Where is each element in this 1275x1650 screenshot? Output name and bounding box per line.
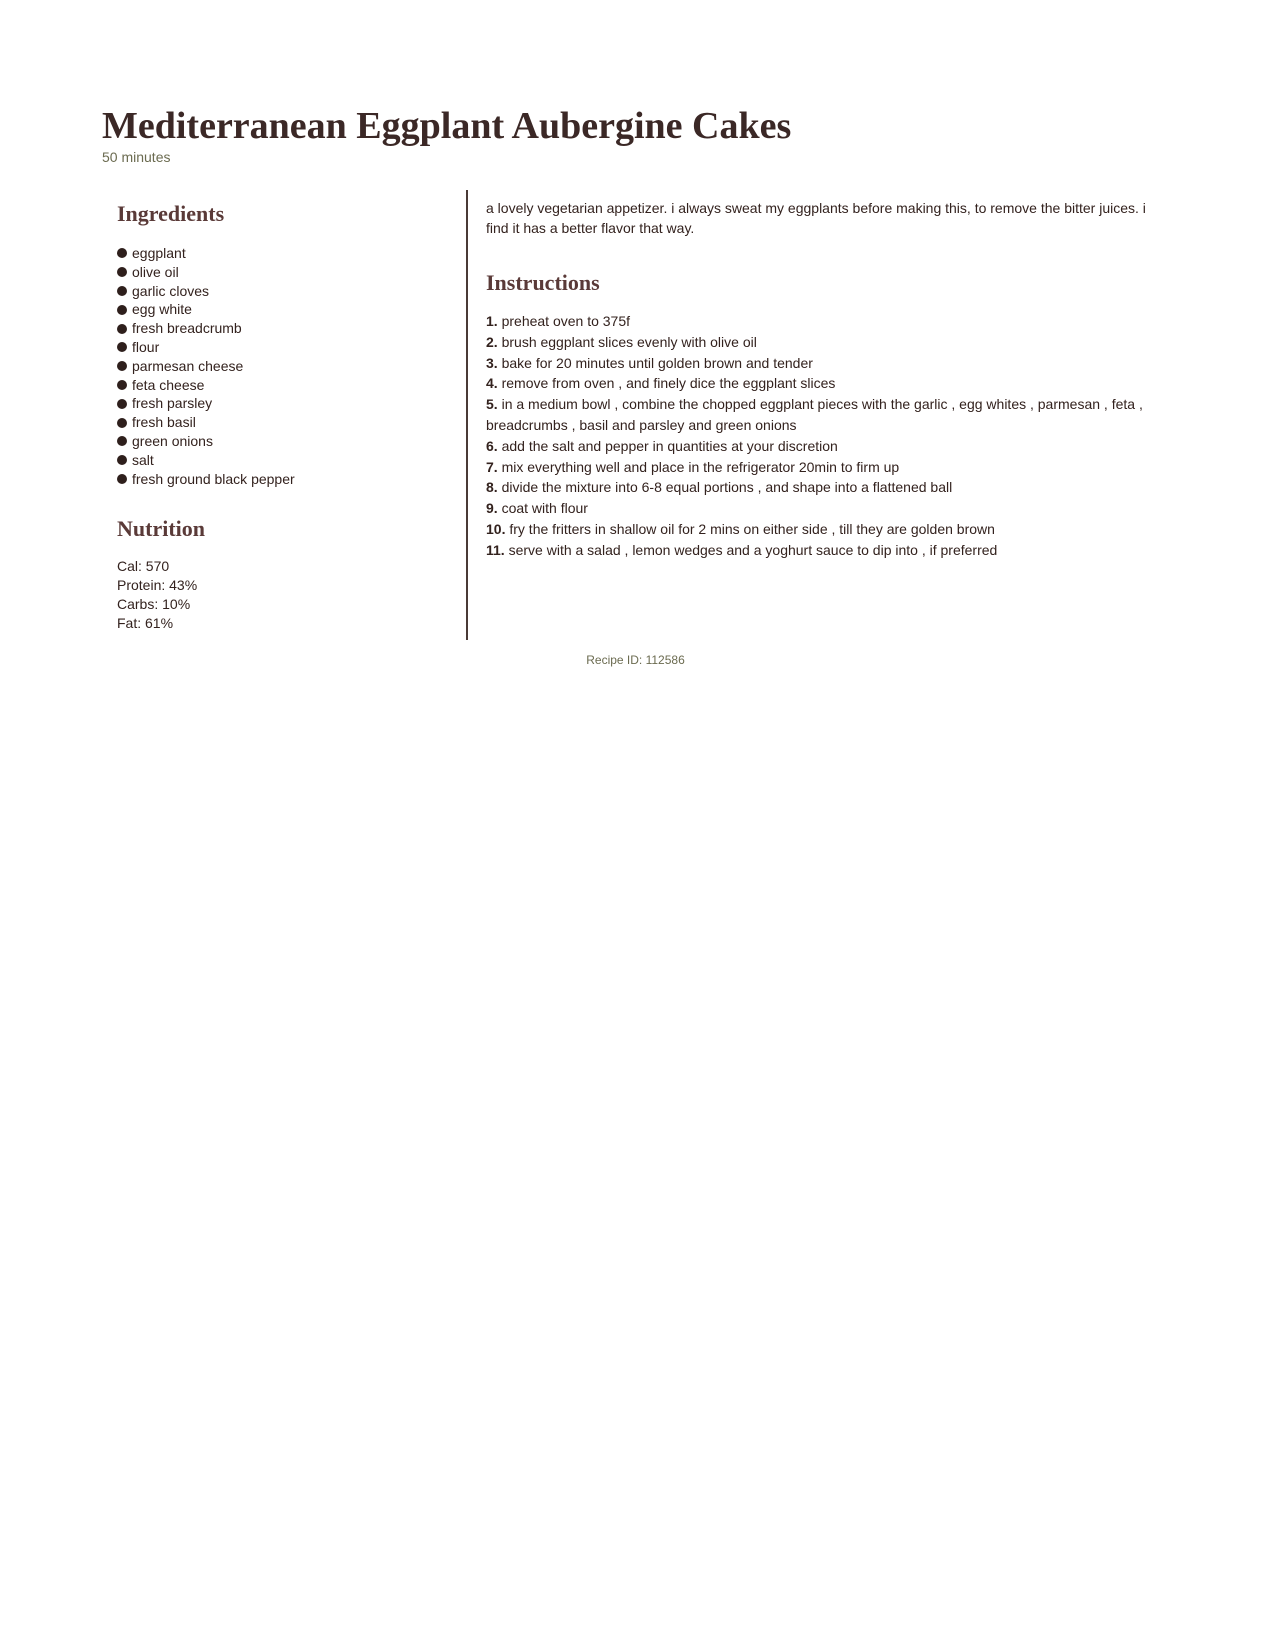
recipe-description: a lovely vegetarian appetizer. i always sweat my eggplants before making this, to remove the bitter juices. i find it has a better flavor that way. [486,200,1146,236]
bullet-icon [117,324,127,334]
step-number: 1. [486,313,498,329]
step-number: 4. [486,375,498,392]
ingredient-item [117,413,447,432]
instruction-step [486,519,1146,540]
bullet-icon [117,399,127,409]
ingredient-label: green onions [132,432,213,449]
instruction-step [486,332,1146,353]
instruction-step [486,498,1146,519]
ingredient-item [117,338,447,357]
step-number: 2. [486,333,498,350]
recipe-footer [0,653,1275,667]
ingredient-item [117,282,447,301]
ingredient-label: parmesan cheese [132,357,244,374]
step-text: mix everything well and place in the refrigerator 20min to firm up [501,458,900,475]
ingredient-item [117,244,447,263]
ingredient-item [117,319,447,338]
bullet-icon [117,455,127,465]
bullet-icon [117,342,127,352]
instruction-list [486,311,1146,561]
ingredient-item [117,376,447,395]
instruction-step [486,477,1146,498]
ingredient-label: fresh ground black pepper [132,470,295,487]
ingredient-label: feta cheese [132,376,205,393]
ingredient-item [117,470,447,489]
ingredient-label: fresh breadcrumb [132,320,242,337]
bullet-icon [117,380,127,390]
nutrition-item: Carbs: 10% [117,596,191,613]
bullet-icon [117,305,127,315]
recipe-page [102,104,1182,640]
step-number: 10. [486,520,506,537]
bullet-icon [117,436,127,446]
step-number: 9. [486,500,498,517]
ingredient-label: fresh basil [132,414,196,431]
ingredients-heading: Ingredients [117,201,225,226]
instruction-step [486,353,1146,374]
step-text: add the salt and pepper in quantities at your discretion [501,437,838,454]
ingredient-label: garlic cloves [132,282,210,299]
step-text: remove from oven , and finely dice the eggplant slices [501,375,836,392]
ingredient-label: olive oil [132,263,179,280]
instruction-step [486,436,1146,457]
step-number: 3. [486,354,498,371]
ingredient-item [117,432,447,451]
ingredient-label: fresh parsley [132,395,213,412]
column-divider [466,190,468,640]
step-text: brush eggplant slices evenly with olive oil [501,333,757,350]
step-text: preheat oven to 375f [501,313,631,329]
left-column [117,190,447,633]
step-number: 5. [486,396,498,413]
instruction-step [486,373,1146,394]
ingredient-label: flour [132,338,160,355]
bullet-icon [117,248,127,258]
step-text: coat with flour [501,500,588,517]
ingredient-item [117,451,447,470]
ingredient-item [117,300,447,319]
bullet-icon [117,361,127,371]
ingredient-item [117,357,447,376]
ingredient-list [117,244,447,488]
recipe-id: Recipe ID: 112586 [586,653,685,667]
instruction-step [486,540,1146,561]
step-text: serve with a salad , lemon wedges and a yoghurt sauce to dip into , if preferred [508,541,998,558]
step-text: fry the fritters in shallow oil for 2 mins on either side , till they are golden brown [509,520,995,537]
step-text: bake for 20 minutes until golden brown and tender [501,354,813,371]
instruction-step [486,394,1146,436]
recipe-time: 50 minutes [102,149,171,165]
instruction-step [486,311,1146,332]
right-column [486,198,1146,561]
instructions-heading: Instructions [486,270,600,295]
bullet-icon [117,418,127,428]
step-number: 8. [486,479,498,496]
step-text: in a medium bowl , combine the chopped eggplant pieces with the garlic , egg whites , parmesan , feta , breadcrumbs , basil and parsley and green onions [486,396,1143,433]
step-text: divide the mixture into 6-8 equal portions , and shape into a flattened ball [501,479,953,496]
step-number: 11. [486,541,505,558]
instruction-step [486,457,1146,478]
nutrition-item: Fat: 61% [117,615,174,632]
ingredient-label: egg white [132,301,192,318]
recipe-columns [102,190,1182,640]
bullet-icon [117,267,127,277]
bullet-icon [117,286,127,296]
recipe-title: Mediterranean Eggplant Aubergine Cakes [102,105,792,147]
bullet-icon [117,474,127,484]
ingredient-label: salt [132,451,154,468]
nutrition-list [117,557,447,633]
ingredient-item [117,263,447,282]
nutrition-item: Protein: 43% [117,577,198,594]
nutrition-item: Cal: 570 [117,558,170,575]
step-number: 7. [486,458,498,475]
step-number: 6. [486,437,498,454]
ingredient-item [117,394,447,413]
ingredient-label: eggplant [132,245,186,261]
nutrition-heading: Nutrition [117,516,205,542]
